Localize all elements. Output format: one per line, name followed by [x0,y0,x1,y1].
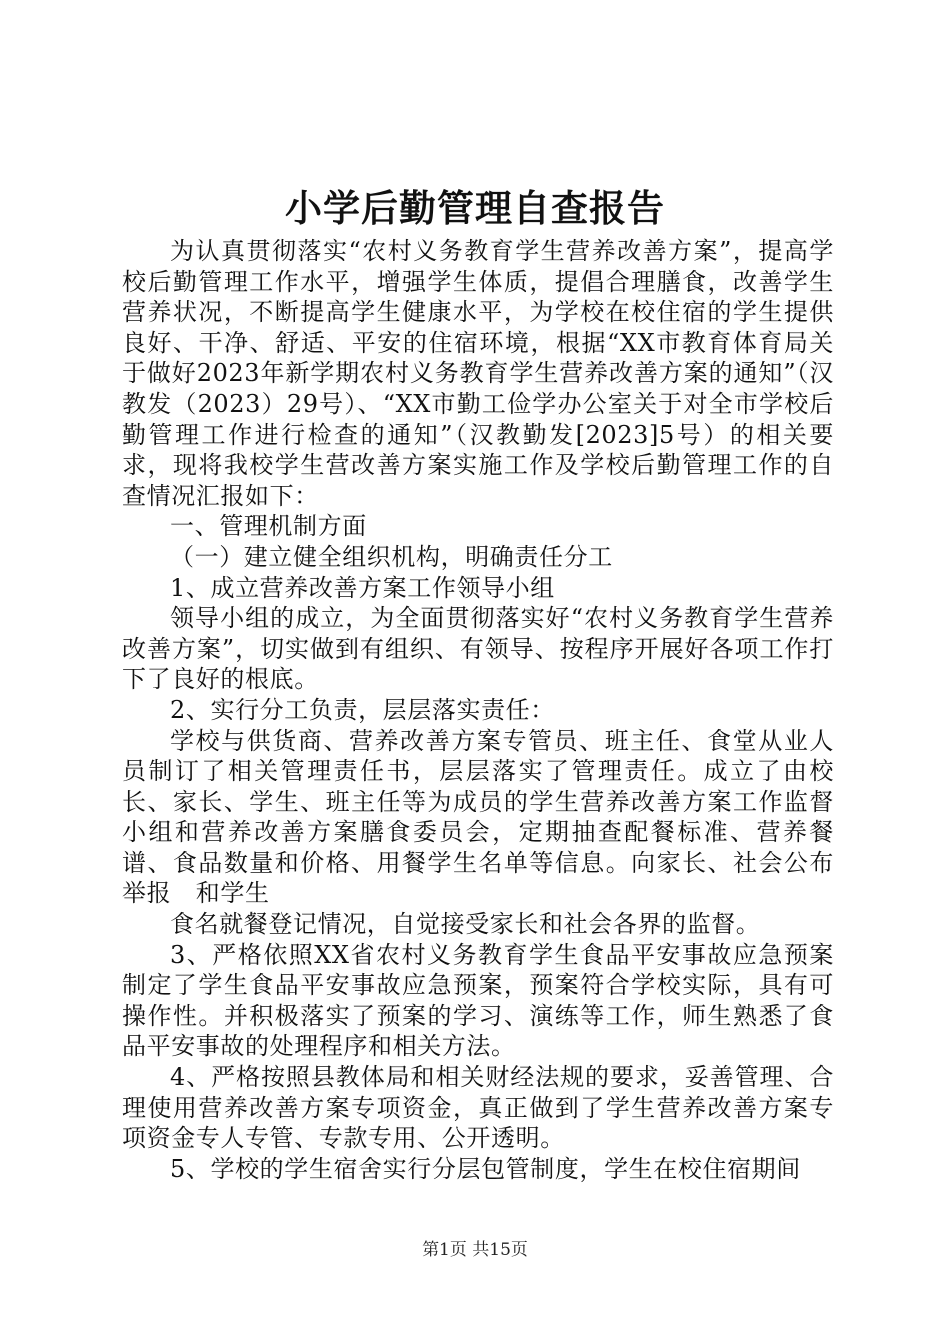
paragraph-item-1: 领导小组的成立，为全面贯彻落实好“农村义务教育学生营养改善方案”，切实做到有组织、有领导、按程序开展好各项工作打下了良好的根底。 [122,604,834,694]
paragraph-item-3: 3、严格依照XX省农村义务教育学生食品平安事故应急预案制定了学生食品平安事故应急预案，预案符合学校实际，具有可操作性。并积极落实了预案的学习、演练等工作，师生熟悉了食品平安事故的处理程序和相关方法。 [122,940,834,1061]
paragraph-item-2-cont: 食名就餐登记情况，自觉接受家长和社会各界的监督。 [170,910,761,939]
section-heading-1: 一、管理机制方面 [170,512,367,541]
paragraph-intro: 为认真贯彻落实“农村义务教育学生营养改善方案”，提高学校后勤管理工作水平，增强学生体质，提倡合理膳食，改善学生营养状况，不断提高学生健康水平，为学校在校住宿的学生提供良好、干净、舒适、平安的住宿环境，根据“XX市教育体育局关于做好2023年新学期农村义务教育学生营养改善方案的通知”（汉教发（2023）29号）、“XX市勤工俭学办公室关于对全市学校后勤管理工作进行检查的通知”（汉教勤发[2023]5号）的相关要求，现将我校学生营改善方案实施工作及学校后勤管理工作的自查情况汇报如下： [122,237,834,510]
item-heading-1: 1、成立营养改善方案工作领导小组 [170,573,555,602]
paragraph-item-4: 4、严格按照县教体局和相关财经法规的要求，妥善管理、合理使用营养改善方案专项资金，真正做到了学生营养改善方案专项资金专人专管、专款专用、公开透明。 [122,1063,834,1153]
item-heading-2: 2、实行分工负责，层层落实责任： [170,695,555,724]
page-number: 第1页 共15页 [422,1240,528,1260]
document-title: 小学后勤管理自查报告 [285,186,665,230]
document-body [122,236,834,1184]
paragraph-item-5: 5、学校的学生宿舍实行分层包管制度，学生在校住宿期间 [170,1154,801,1183]
subsection-heading-1: （一）建立健全组织机构，明确责任分工 [170,542,613,571]
paragraph-item-2: 学校与供货商、营养改善方案专管员、班主任、食堂从业人员制订了相关管理责任书，层层落实了管理责任。成立了由校长、家长、学生、班主任等为成员的学生营养改善方案工作监督小组和营养改善方案膳食委员会，定期抽查配餐标准、营养餐谱、食品数量和价格、用餐学生名单等信息。向家长、社会公布举报 和学生 [122,726,834,908]
